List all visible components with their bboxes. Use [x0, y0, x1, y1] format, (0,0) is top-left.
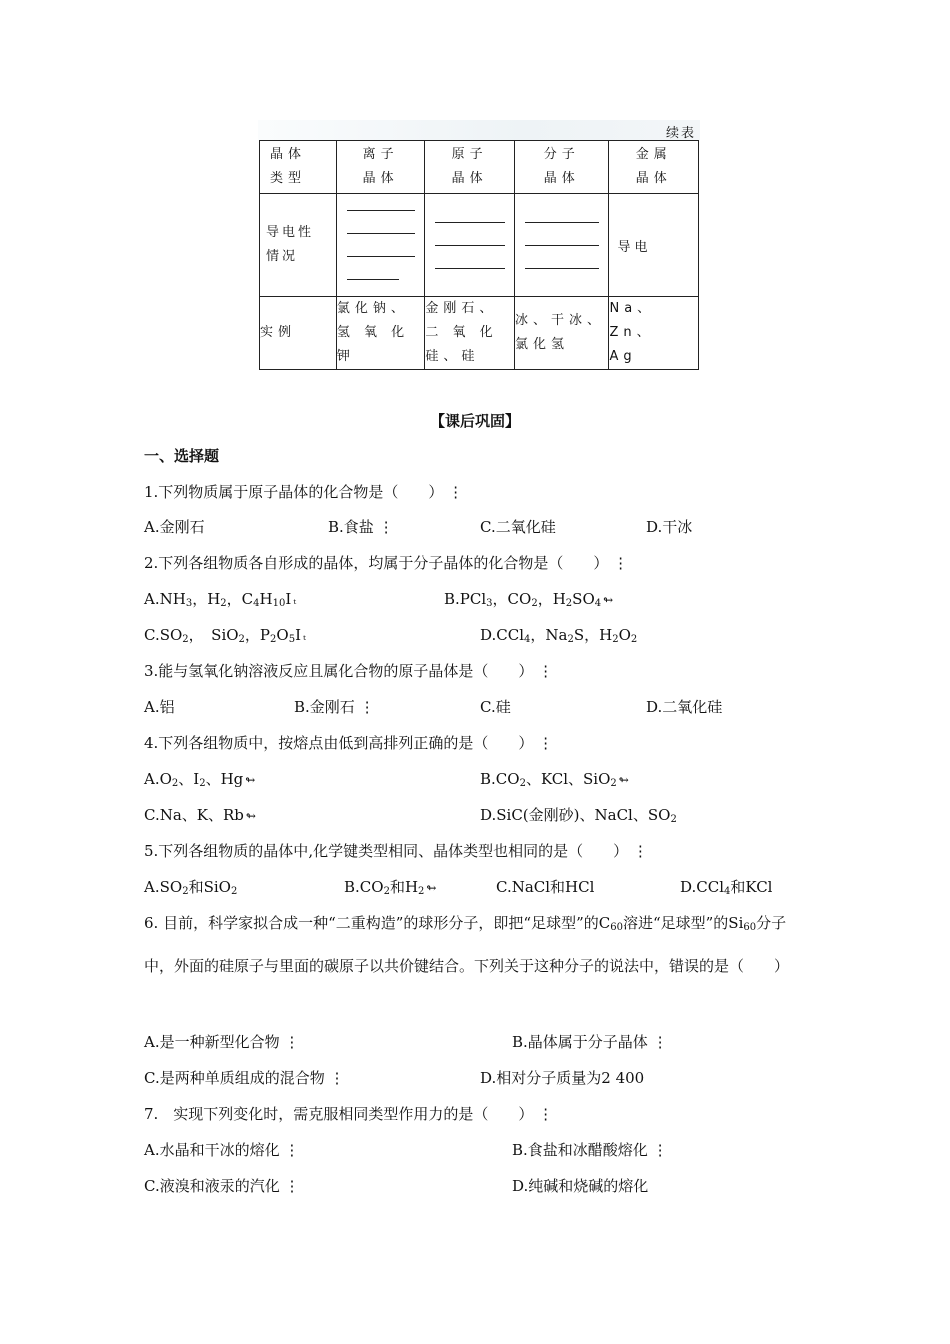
metal-conductivity: 导电 — [609, 194, 699, 297]
q1-option-a[interactable]: A.金刚石 — [144, 518, 205, 536]
q4-option-c[interactable]: C.Na、K、Rb ↬ — [144, 806, 256, 824]
q1-option-d[interactable]: D.干冰 — [646, 518, 693, 536]
q4-option-b[interactable]: $B.CO_2$、KCl、SiO$_2$ ↬ — [480, 770, 629, 789]
q5-option-b[interactable]: $B.CO_2$和$H_2$ ↬ — [344, 878, 437, 897]
question-6-stem: 6. 目前，科学家拟合成一种“二重构造”的球形分子，即把“足球型”的$C_{60}$溶进“足球型”的$Si_{60}$分子中，外面的硅原子与里面的碳原子以共价键结合。下列关于这种分子的说法中，错误的是（ ） — [144, 914, 790, 975]
q3-option-a[interactable]: A.铝 — [144, 698, 175, 716]
example-label: 实例 — [260, 297, 337, 370]
q5-option-a[interactable]: $A.SO_2$和SiO$_2$ — [144, 878, 238, 897]
answer-blank[interactable] — [435, 234, 505, 246]
answer-blank[interactable] — [525, 211, 599, 223]
q3-option-c[interactable]: C.硅 — [480, 698, 511, 716]
header-cell-ionic: 离子 晶体 — [336, 141, 425, 194]
q2-option-d[interactable]: D.CCl$_4$，$Na_2S$，$H_2O_2$ — [480, 626, 638, 645]
q7-option-d[interactable]: D.纯碱和烧碱的熔化 — [512, 1177, 649, 1195]
answer-blank[interactable] — [435, 211, 505, 223]
q3-option-d[interactable]: D.二氧化硅 — [646, 698, 723, 716]
molecular-blanks — [514, 194, 609, 297]
question-4-stem: 4.下列各组物质中，按熔点由低到高排列正确的是（ ） ⋮ — [144, 734, 554, 752]
question-1-stem: 1.下列物质属于原子晶体的化合物是（ ） ⋮ — [144, 483, 464, 501]
q1-option-c[interactable]: C.二氧化硅 — [480, 518, 556, 536]
header-cell-atomic: 原子 晶体 — [425, 141, 515, 194]
part-title: 一、选择题 — [144, 447, 220, 465]
section-heading: 【课后巩固】 — [429, 412, 520, 430]
header-cell-molecular: 分子 晶体 — [514, 141, 609, 194]
answer-blank[interactable] — [347, 245, 415, 257]
q7-option-a[interactable]: A.水晶和干冰的熔化 ⋮ — [144, 1141, 300, 1159]
scan-artifact-mark: ₜ — [303, 629, 306, 643]
scan-artifact-mark: ↬ — [618, 773, 629, 787]
scan-artifact-mark: ↬ — [245, 809, 256, 823]
scan-artifact-mark: ↬ — [245, 773, 256, 787]
table-header-row — [260, 141, 699, 194]
question-5-stem: 5.下列各组物质的晶体中,化学键类型相同、晶体类型也相同的是（ ） ⋮ — [144, 842, 648, 860]
question-2-stem: 2.下列各组物质各自形成的晶体，均属于分子晶体的化合物是（ ） ⋮ — [144, 554, 629, 572]
table-caption: 续表 — [665, 126, 696, 141]
crystal-table-grid — [259, 140, 699, 370]
crystal-type-table — [258, 120, 700, 370]
scan-artifact-mark: ↬ — [603, 593, 614, 607]
q7-option-b[interactable]: B.食盐和冰醋酸熔化 ⋮ — [512, 1141, 668, 1159]
example-ionic: 氯化钠、 氢 氧 化 钾 — [336, 297, 425, 370]
header-cell-metallic: 金属 晶体 — [609, 141, 699, 194]
scan-artifact-mark: ₜ — [293, 593, 297, 607]
answer-blank[interactable] — [525, 257, 599, 269]
q2-option-a[interactable]: $A.NH_3$，$H_2$，$C_4H_{10}I$ ₜ — [144, 590, 297, 609]
q3-option-b[interactable]: B.金刚石 ⋮ — [294, 698, 375, 716]
answer-blank[interactable] — [435, 257, 505, 269]
answer-blank[interactable] — [347, 268, 399, 280]
atomic-blanks — [425, 194, 515, 297]
q4-option-d[interactable]: D.SiC(金刚砂)、NaCl、$SO_2$ — [480, 806, 677, 825]
ionic-blanks — [336, 194, 425, 297]
table-row-conductivity — [260, 194, 699, 297]
conductivity-label: 导电性 情况 — [260, 194, 337, 297]
q5-option-c[interactable]: C.NaCl和HCl — [496, 878, 595, 896]
scan-artifact-mark: ↬ — [426, 881, 437, 895]
q1-option-b[interactable]: B.食盐 ⋮ — [328, 518, 394, 536]
question-7-stem: 7. 实现下列变化时，需克服相同类型作用力的是（ ） ⋮ — [144, 1105, 554, 1123]
answer-blank[interactable] — [525, 234, 599, 246]
q4-option-a[interactable]: $A.O_2$、$I_2$、Hg ↬ — [144, 770, 256, 789]
q6-option-b[interactable]: B.晶体属于分子晶体 ⋮ — [512, 1033, 668, 1051]
table-caption-strip — [258, 120, 700, 140]
table-row-examples — [260, 297, 699, 370]
example-metallic: Na、Zn、 Ag — [609, 297, 699, 370]
q5-option-d[interactable]: D.CCl$_4$和KCl — [680, 878, 773, 897]
q6-option-a[interactable]: A.是一种新型化合物 ⋮ — [144, 1033, 300, 1051]
q2-option-c[interactable]: $C.SO_2$， SiO$_2$，$P_2O_5I$ ₜ — [144, 626, 306, 645]
q7-option-c[interactable]: C.液溴和液汞的汽化 ⋮ — [144, 1177, 300, 1195]
header-cell-type: 晶体 类型 — [260, 141, 337, 194]
answer-blank[interactable] — [347, 222, 415, 234]
question-3-stem: 3.能与氢氧化钠溶液反应且属化合物的原子晶体是（ ） ⋮ — [144, 662, 554, 680]
example-molecular: 冰、干冰、 氯化氢 — [514, 297, 609, 370]
q2-option-b[interactable]: B.PCl$_3$，$CO_2$，$H_2SO_4$ ↬ — [444, 590, 614, 609]
q6-option-d[interactable]: D.相对分子质量为2 400 — [480, 1069, 645, 1087]
example-atomic: 金刚石、 二 氧 化 硅、硅 — [425, 297, 515, 370]
answer-blank[interactable] — [347, 199, 415, 211]
q6-option-c[interactable]: C.是两种单质组成的混合物 ⋮ — [144, 1069, 345, 1087]
